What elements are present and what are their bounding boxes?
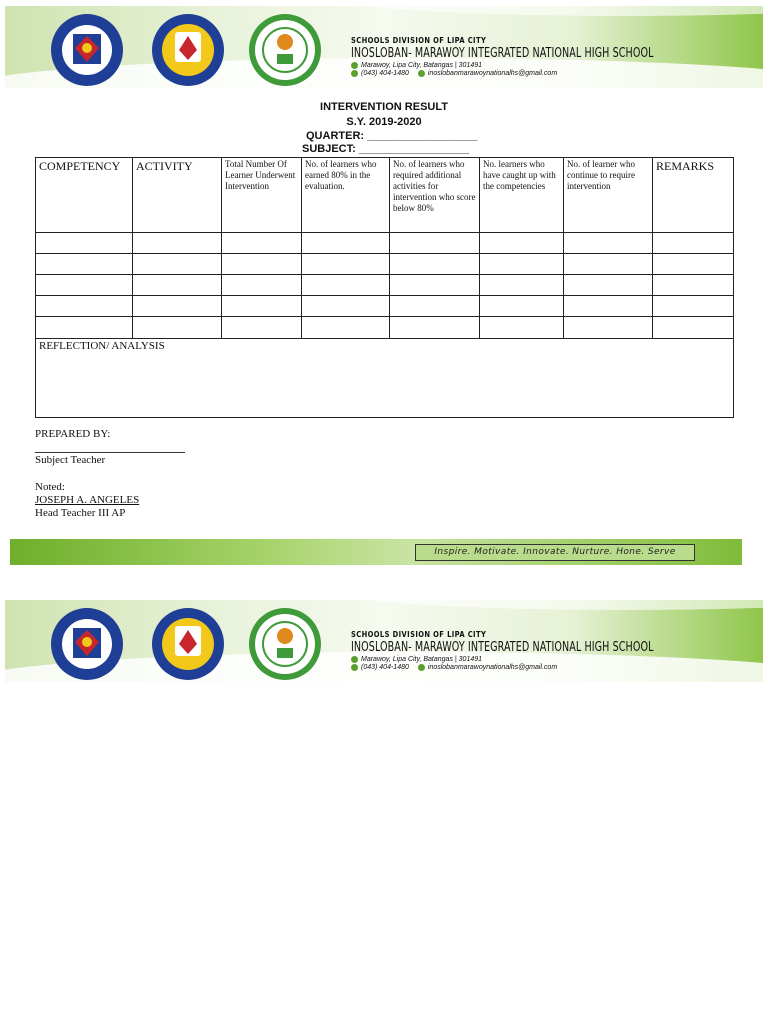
division-name: SCHOOLS DIVISION OF LIPA CITY (351, 36, 487, 45)
contact-line (351, 664, 720, 671)
reflection-label: REFLECTION/ ANALYSIS (39, 340, 165, 352)
school-seal-icon (243, 606, 327, 682)
reflection-row (36, 339, 734, 418)
prepared-by-label: PREPARED BY: (35, 428, 111, 440)
header-below-80: No. of learners who required additional activities for intervention who score below 80% (390, 158, 480, 233)
subject-field: SUBJECT: __________________ (302, 143, 469, 155)
table-row (36, 317, 734, 339)
school-name: INOSLOBAN- MARAWOY INTEGRATED NATIONAL HIGH SCHOOL (351, 46, 654, 61)
school-name: INOSLOBAN- MARAWOY INTEGRATED NATIONAL HIGH SCHOOL (351, 640, 654, 655)
document-title (0, 100, 768, 130)
email: inoslobanmarawoynationalhs@gmail.com (427, 664, 558, 671)
table-row (36, 275, 734, 296)
header-caught-up: No. learners who have caught up with the competencies (480, 158, 564, 233)
noter-name: JOSEPH A. ANGELES (35, 494, 140, 506)
deped-seal-icon (45, 606, 129, 682)
contact-line (351, 70, 720, 77)
location-icon (351, 656, 358, 663)
title-line1: INTERVENTION RESULT (320, 101, 448, 113)
deped-seal-icon (45, 12, 129, 88)
header-continue: No. of learner who continue to require intervention (564, 158, 653, 233)
division-seal-icon (145, 606, 231, 682)
location-icon (351, 62, 358, 69)
school-seal-icon (243, 12, 327, 88)
phone: (043) 404-1480 (361, 664, 409, 671)
header-activity: ACTIVITY (133, 158, 222, 233)
table-row (36, 254, 734, 275)
intervention-table (35, 157, 734, 418)
signature-line (35, 452, 185, 453)
subject-teacher-label: Subject Teacher (35, 454, 106, 466)
header-total-learners: Total Number Of Learner Underwent Intervention (222, 158, 302, 233)
quarter-field: QUARTER: __________________ (306, 130, 478, 142)
header-remarks: REMARKS (653, 158, 734, 233)
table-row (36, 296, 734, 317)
phone: (043) 404-1480 (361, 70, 409, 77)
letterhead (5, 6, 763, 88)
reflection-analysis-field[interactable] (36, 339, 734, 418)
phone-icon (351, 70, 358, 77)
school-year: S.Y. 2019-2020 (346, 116, 422, 128)
address: Marawoy, Lipa City, Batangas | 301491 (351, 62, 720, 69)
division-name: SCHOOLS DIVISION OF LIPA CITY (351, 630, 487, 639)
table-row (36, 233, 734, 254)
header-competency: COMPETENCY (36, 158, 133, 233)
letterhead-page2 (5, 600, 763, 682)
email-icon (418, 664, 425, 671)
noted-label: Noted: (35, 481, 65, 493)
noter-title: Head Teacher III AP (35, 507, 126, 519)
email: inoslobanmarawoynationalhs@gmail.com (427, 70, 558, 77)
address: Marawoy, Lipa City, Batangas | 301491 (351, 656, 720, 663)
table-header-row (36, 158, 734, 233)
school-motto: Inspire. Motivate. Innovate. Nurture. Hone. Serve (415, 544, 695, 561)
email-icon (418, 70, 425, 77)
phone-icon (351, 664, 358, 671)
division-seal-icon (145, 12, 231, 88)
header-earned-80: No. of learners who earned 80% in the evaluation. (302, 158, 390, 233)
